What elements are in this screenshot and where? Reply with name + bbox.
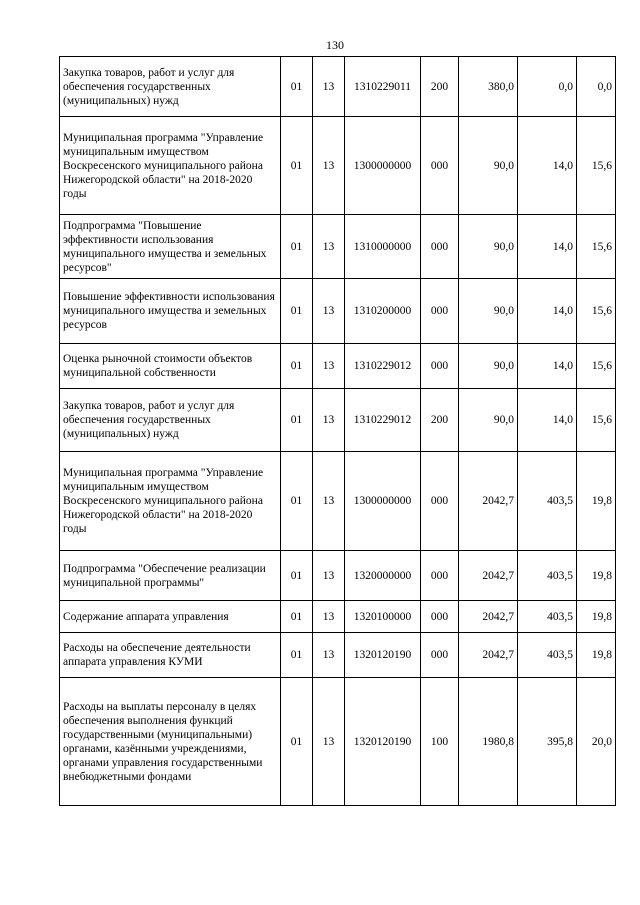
expense-type-code: 000 <box>421 117 459 215</box>
planned-amount: 90,0 <box>459 215 518 279</box>
subsection-code: 13 <box>313 389 345 452</box>
table-body <box>60 57 616 806</box>
expense-type-code: 200 <box>421 389 459 452</box>
target-article-code: 1310229012 <box>345 389 421 452</box>
table-row <box>60 601 616 633</box>
section-code: 01 <box>281 344 313 389</box>
execution-percent: 0,0 <box>577 57 616 117</box>
subsection-code: 13 <box>313 551 345 601</box>
page-number: 130 <box>326 38 344 52</box>
subsection-code: 13 <box>313 279 345 344</box>
section-code: 01 <box>281 452 313 551</box>
section-code: 01 <box>281 633 313 678</box>
subsection-code: 13 <box>313 633 345 678</box>
table-row <box>60 279 616 344</box>
execution-percent: 15,6 <box>577 117 616 215</box>
expense-type-code: 000 <box>421 633 459 678</box>
actual-amount: 14,0 <box>518 215 577 279</box>
target-article-code: 1320100000 <box>345 601 421 633</box>
subsection-code: 13 <box>313 601 345 633</box>
planned-amount: 2042,7 <box>459 633 518 678</box>
subsection-code: 13 <box>313 117 345 215</box>
subsection-code: 13 <box>313 452 345 551</box>
execution-percent: 15,6 <box>577 389 616 452</box>
expense-name: Подпрограмма "Повышение эффективности использования муниципального имущества и земельных ресурсов" <box>60 215 281 279</box>
target-article-code: 1310200000 <box>345 279 421 344</box>
actual-amount: 403,5 <box>518 551 577 601</box>
section-code: 01 <box>281 279 313 344</box>
table-row <box>60 344 616 389</box>
target-article-code: 1320120190 <box>345 633 421 678</box>
actual-amount: 403,5 <box>518 452 577 551</box>
planned-amount: 2042,7 <box>459 551 518 601</box>
section-code: 01 <box>281 678 313 806</box>
actual-amount: 0,0 <box>518 57 577 117</box>
table-row <box>60 389 616 452</box>
table-row <box>60 57 616 117</box>
expense-type-code: 000 <box>421 344 459 389</box>
planned-amount: 90,0 <box>459 344 518 389</box>
execution-percent: 19,8 <box>577 633 616 678</box>
execution-percent: 19,8 <box>577 601 616 633</box>
subsection-code: 13 <box>313 678 345 806</box>
table-row <box>60 551 616 601</box>
target-article-code: 1310000000 <box>345 215 421 279</box>
table-row <box>60 633 616 678</box>
actual-amount: 14,0 <box>518 279 577 344</box>
planned-amount: 2042,7 <box>459 601 518 633</box>
planned-amount: 90,0 <box>459 279 518 344</box>
expense-name: Расходы на обеспечение деятельности аппарата управления КУМИ <box>60 633 281 678</box>
target-article-code: 1320000000 <box>345 551 421 601</box>
expense-type-code: 200 <box>421 57 459 117</box>
subsection-code: 13 <box>313 57 345 117</box>
actual-amount: 14,0 <box>518 117 577 215</box>
execution-percent: 20,0 <box>577 678 616 806</box>
expense-name: Расходы на выплаты персоналу в целях обеспечения выполнения функций государственными (муниципальными) органами, казёнными учреждениями, органами управления государственными внебюджетными фондами <box>60 678 281 806</box>
section-code: 01 <box>281 551 313 601</box>
expense-name: Подпрограмма "Обеспечение реализации муниципальной программы" <box>60 551 281 601</box>
execution-percent: 15,6 <box>577 344 616 389</box>
section-code: 01 <box>281 117 313 215</box>
subsection-code: 13 <box>313 344 345 389</box>
section-code: 01 <box>281 215 313 279</box>
budget-table <box>59 56 616 806</box>
table-row <box>60 678 616 806</box>
section-code: 01 <box>281 57 313 117</box>
actual-amount: 14,0 <box>518 389 577 452</box>
expense-type-code: 000 <box>421 452 459 551</box>
section-code: 01 <box>281 389 313 452</box>
expense-name: Содержание аппарата управления <box>60 601 281 633</box>
subsection-code: 13 <box>313 215 345 279</box>
expense-name: Повышение эффективности использования муниципального имущества и земельных ресурсов <box>60 279 281 344</box>
expense-name: Закупка товаров, работ и услуг для обеспечения государственных (муниципальных) нужд <box>60 57 281 117</box>
expense-name: Муниципальная программа "Управление муниципальным имуществом Воскресенского муниципального района Нижегородской области" на 2018-2020 годы <box>60 452 281 551</box>
expense-type-code: 000 <box>421 215 459 279</box>
planned-amount: 1980,8 <box>459 678 518 806</box>
actual-amount: 14,0 <box>518 344 577 389</box>
table-row <box>60 117 616 215</box>
target-article-code: 1320120190 <box>345 678 421 806</box>
target-article-code: 1300000000 <box>345 452 421 551</box>
actual-amount: 395,8 <box>518 678 577 806</box>
expense-name: Закупка товаров, работ и услуг для обеспечения государственных (муниципальных) нужд <box>60 389 281 452</box>
execution-percent: 15,6 <box>577 215 616 279</box>
table-row <box>60 215 616 279</box>
execution-percent: 19,8 <box>577 452 616 551</box>
actual-amount: 403,5 <box>518 633 577 678</box>
planned-amount: 90,0 <box>459 389 518 452</box>
target-article-code: 1300000000 <box>345 117 421 215</box>
target-article-code: 1310229011 <box>345 57 421 117</box>
planned-amount: 2042,7 <box>459 452 518 551</box>
table-row <box>60 452 616 551</box>
section-code: 01 <box>281 601 313 633</box>
expense-type-code: 000 <box>421 551 459 601</box>
expense-type-code: 000 <box>421 601 459 633</box>
planned-amount: 90,0 <box>459 117 518 215</box>
expense-name: Оценка рыночной стоимости объектов муниципальной собственности <box>60 344 281 389</box>
planned-amount: 380,0 <box>459 57 518 117</box>
execution-percent: 15,6 <box>577 279 616 344</box>
expense-type-code: 000 <box>421 279 459 344</box>
execution-percent: 19,8 <box>577 551 616 601</box>
expense-type-code: 100 <box>421 678 459 806</box>
expense-name: Муниципальная программа "Управление муниципальным имуществом Воскресенского муниципального района Нижегородской области" на 2018-2020 годы <box>60 117 281 215</box>
actual-amount: 403,5 <box>518 601 577 633</box>
target-article-code: 1310229012 <box>345 344 421 389</box>
